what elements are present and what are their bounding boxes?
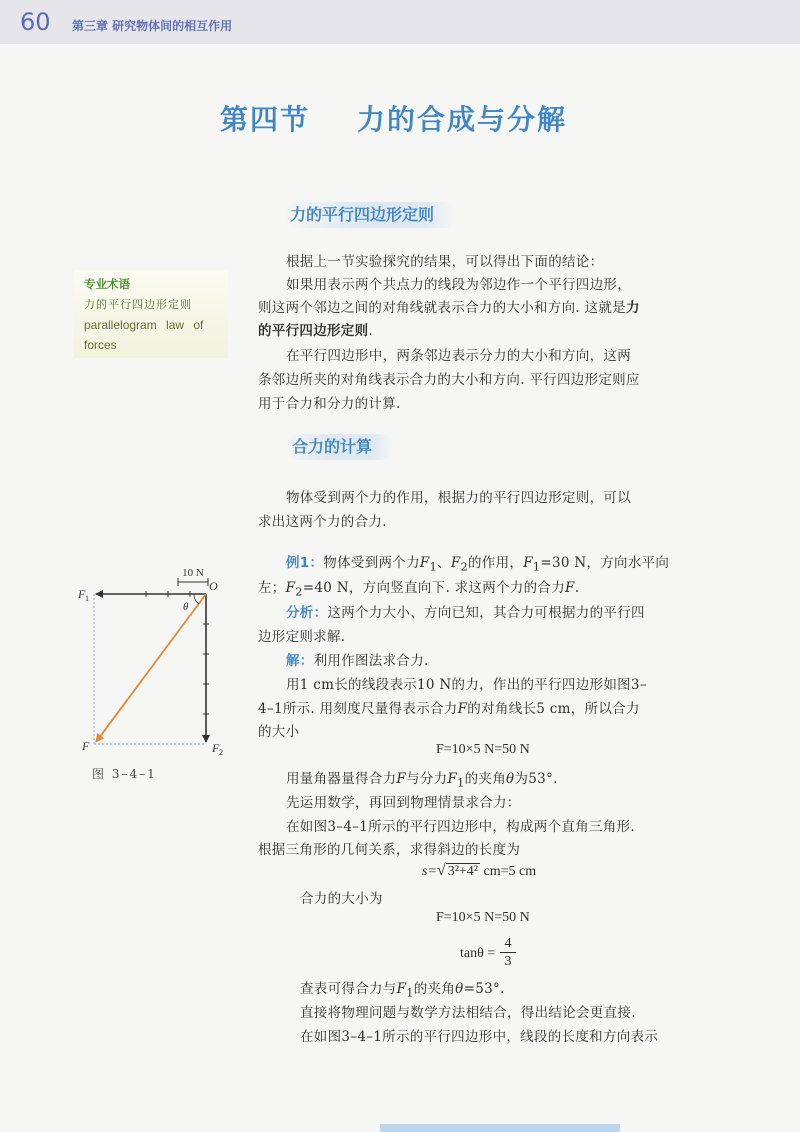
subheading-calculation: 合力的计算 [286, 434, 394, 460]
paragraph-line: 条邻边所夹的对角线表示合力的大小和方向. 平行四边形定则应 [258, 372, 640, 388]
solution-line: 在如图3–4–1所示的平行四边形中，构成两个直角三角形. [286, 819, 635, 835]
solution-label: 解： [286, 653, 314, 669]
example-line: 例1：物体受到两个力$F_1$、$F_2$的作用，$F_1=30$ N，方向水平向 [286, 555, 670, 574]
solution-line: 合力的大小为 [300, 891, 383, 907]
terminology-sidebar [74, 270, 228, 358]
force-parallelogram-figure [66, 560, 236, 760]
solution-line: 先运用数学，再回到物理情景求合力： [286, 795, 521, 811]
solution-line: 用1 cm长的线段表示10 N的力，作出的平行四边形如图3– [286, 677, 647, 693]
term-chinese: 力的平行四边形定则 [84, 298, 192, 311]
chapter-title: 第三章 研究物体间的相互作用 [72, 19, 233, 33]
solution-line: 直接将物理问题与数学方法相结合，得出结论会更直接. [300, 1005, 636, 1021]
paragraph-line: 物体受到两个力的作用，根据力的平行四边形定则，可以 [286, 490, 631, 506]
equation-tan-theta: tanθ = [460, 946, 496, 961]
paragraph-line: 则这两个邻边之间的对角线就表示合力的大小和方向. 这就是力 [258, 300, 640, 316]
paragraph-line: 在平行四边形中，两条邻边表示分力的大小和方向，这两 [286, 348, 631, 364]
analysis-label: 分析： [286, 605, 328, 621]
theta-arc [194, 594, 199, 604]
label-F1-sub: 1 [85, 594, 89, 603]
sqrt-sign: √ [436, 862, 446, 879]
equation-resultant-2: F=10×5 N=50 N [436, 910, 530, 925]
solution-line: 的大小 [258, 724, 300, 740]
paragraph-line: 的平行四边形定则. [258, 323, 373, 339]
resultant-F-arrow [96, 594, 206, 742]
label-F2: F [212, 741, 220, 755]
solution-line: 根据三角形的几何关系，求得斜边的长度为 [258, 842, 521, 858]
example-line: 左；$F_2=40$ N，方向竖直向下. 求这两个力的合力F. [258, 580, 580, 599]
label-origin-O: O [209, 579, 218, 593]
bottom-color-strip [380, 1124, 620, 1132]
subheading-parallelogram-law: 力的平行四边形定则 [284, 202, 456, 228]
solution-line: 4–1所示. 用刻度尺量得表示合力F的对角线长5 cm，所以合力 [258, 701, 640, 717]
page-header [0, 0, 800, 44]
paragraph-line: 求出这两个力的合力. [258, 514, 387, 530]
label-theta: θ [183, 601, 189, 613]
equation-hypotenuse: s=√ 3²+4² cm=5 cm [422, 862, 537, 879]
fraction-four-thirds [500, 936, 516, 971]
fraction-denominator: 3 [504, 954, 512, 969]
analysis-line: 边形定则求解. [258, 629, 346, 645]
figure-caption: 图 3–4–1 [92, 767, 157, 781]
scale-label: 10 N [182, 567, 204, 579]
paragraph-line: 用于合力和分力的计算. [258, 396, 401, 412]
solution-line: 查表可得合力与$F_1$的夹角θ=53°. [300, 981, 505, 1000]
fraction-numerator: 4 [500, 936, 516, 953]
label-F1: F [78, 587, 86, 601]
solution-line: 用量角器量得合力F与分力$F_1$的夹角θ为53°. [286, 771, 558, 790]
solution-line: 在如图3–4–1所示的平行四边形中，线段的长度和方向表示 [300, 1029, 659, 1045]
label-F2-sub: 2 [219, 748, 223, 757]
solution-line: 解：利用作图法求合力. [286, 653, 429, 669]
equation-resultant-1: F=10×5 N=50 N [436, 742, 530, 757]
analysis-line: 分析：这两个力大小、方向已知，其合力可根据力的平行四 [286, 605, 645, 621]
terminology-label: 专业术语 [84, 277, 130, 291]
paragraph-line: 根据上一节实验探究的结果，可以得出下面的结论： [286, 254, 604, 270]
term-english: parallelogram law of forces [84, 318, 204, 352]
page-number: 60 [20, 8, 51, 36]
section-title: 第四节 力的合成与分解 [220, 103, 567, 136]
example-label: 例1： [286, 555, 324, 571]
paragraph-line: 如果用表示两个共点力的线段为邻边作一个平行四边形， [286, 277, 631, 293]
label-F: F [82, 739, 90, 753]
